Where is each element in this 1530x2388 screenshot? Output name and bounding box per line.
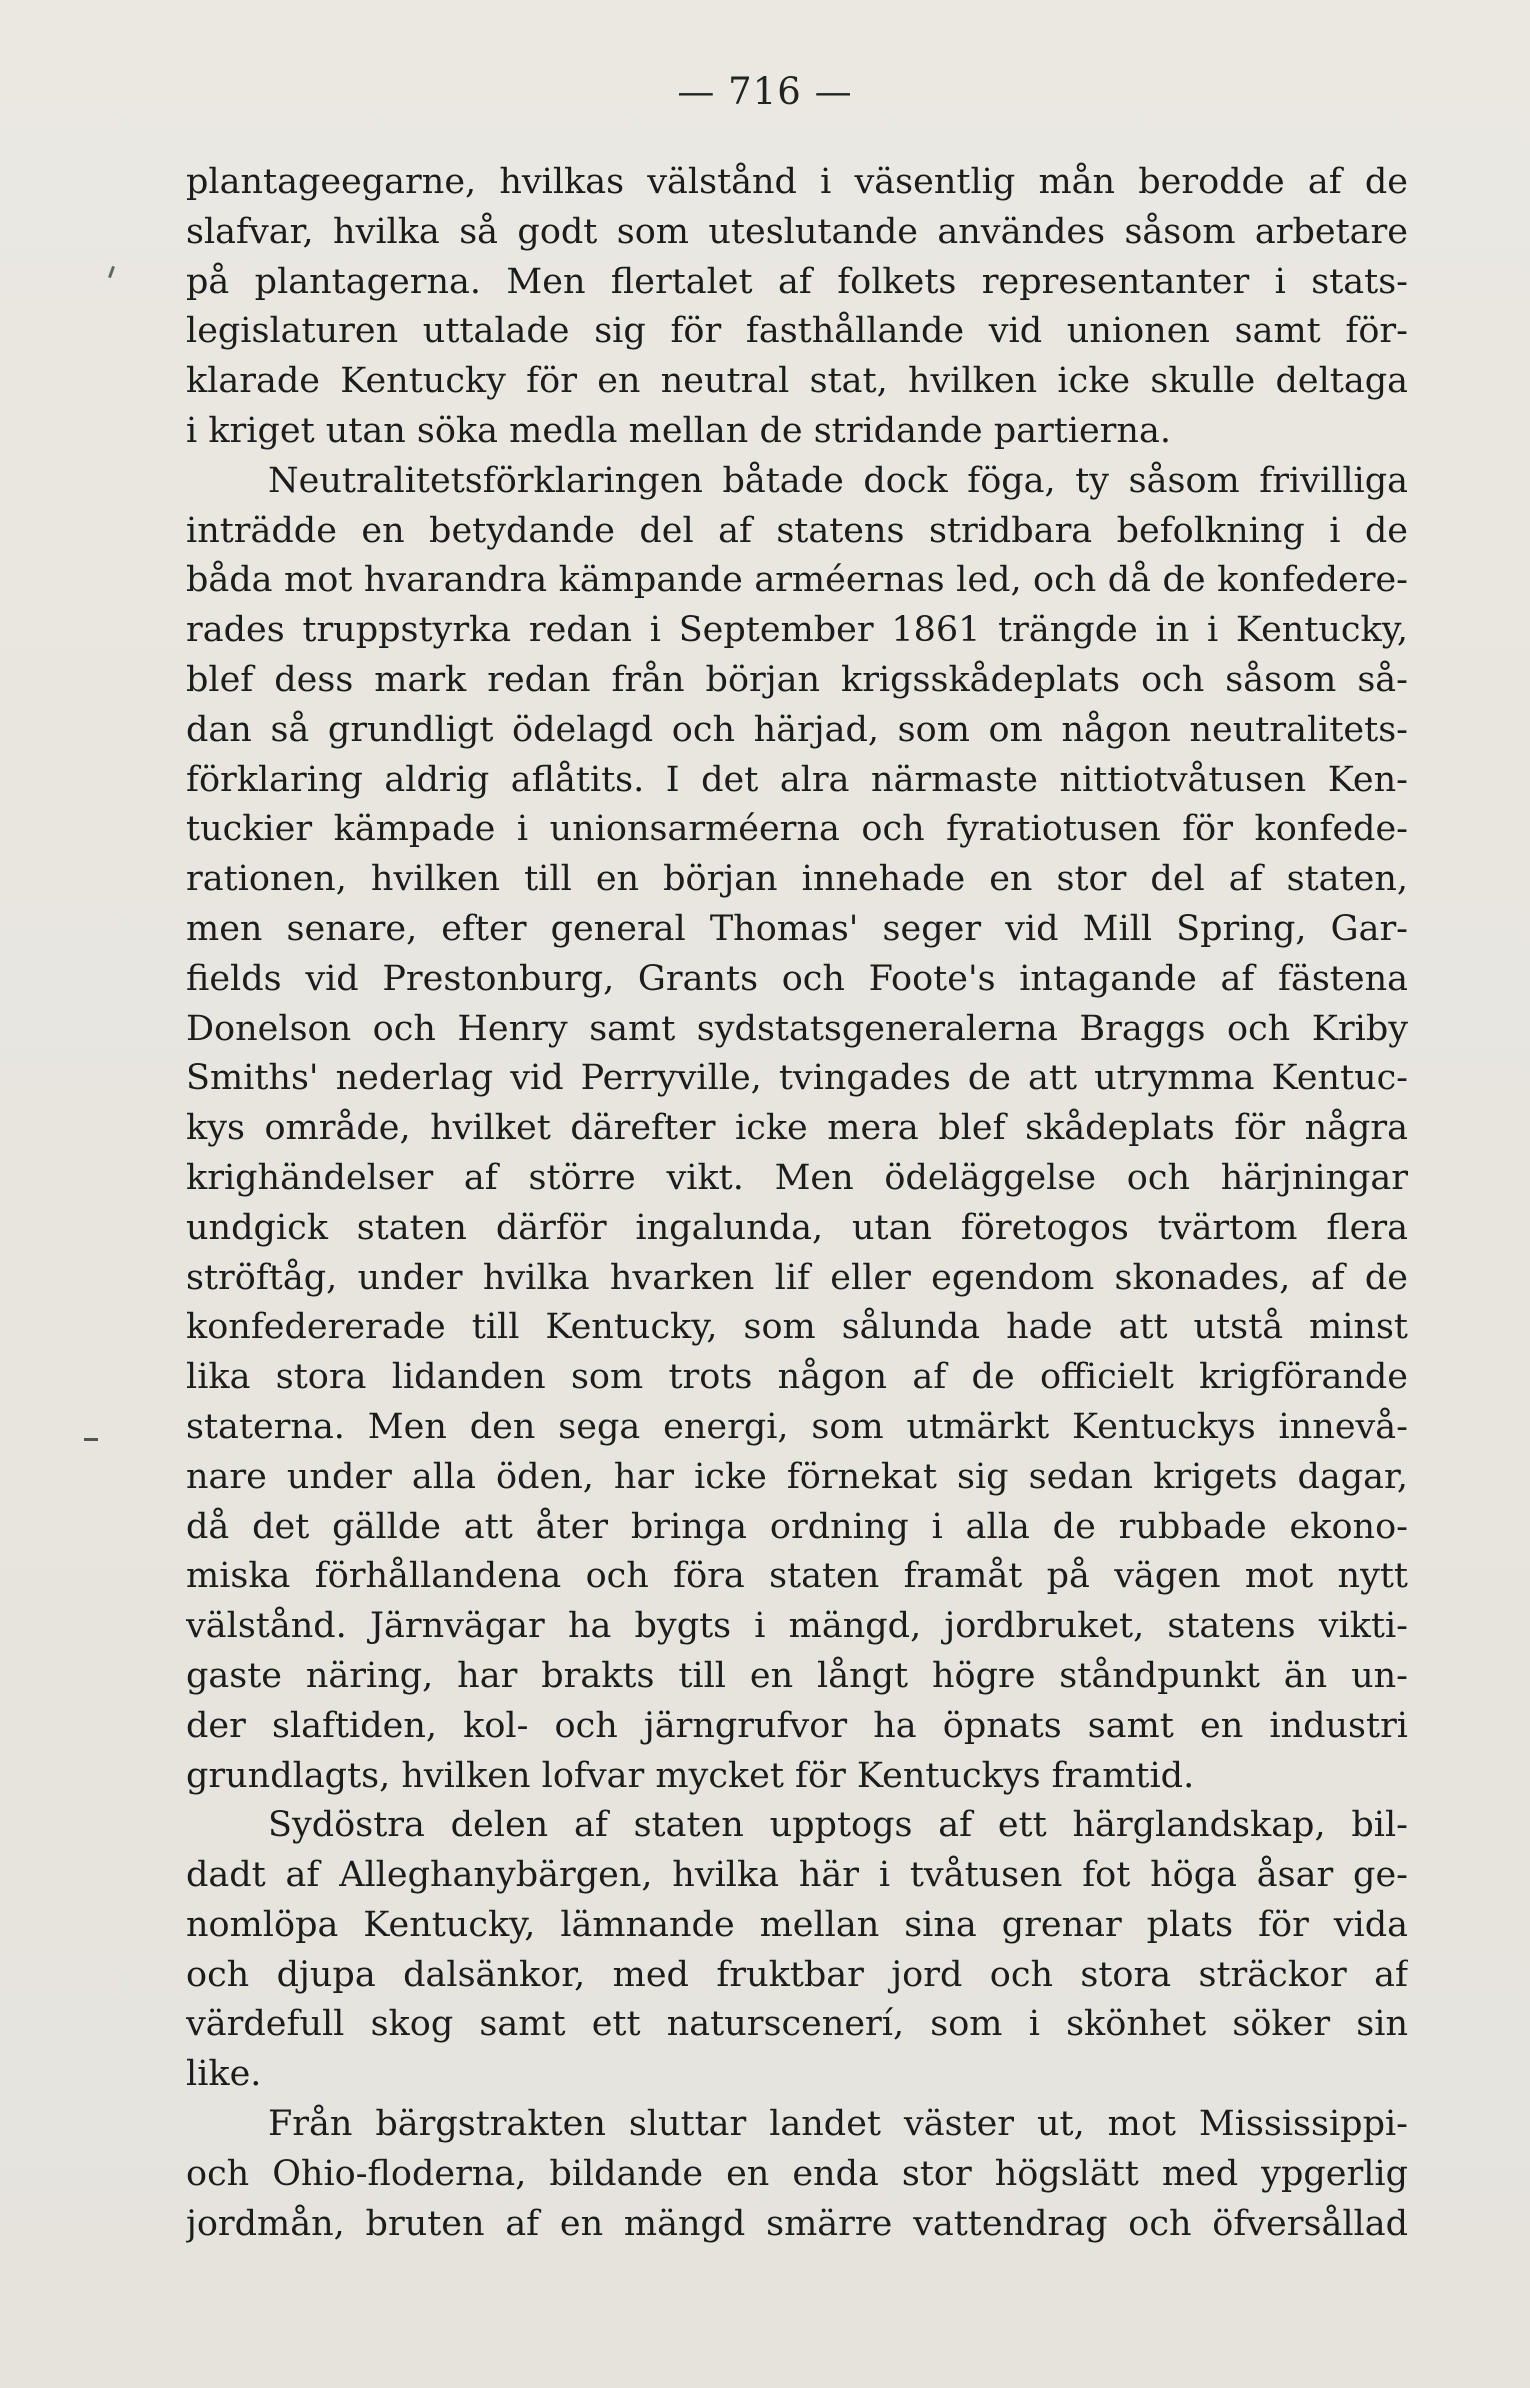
page-number: — 716 — [677,70,853,113]
text-line: och Ohio-floderna, bildande en enda stor högslätt med ypgerlig [186,2153,1408,2194]
text-line: konfedererade till Kentucky, som sålunda hade att utstå minst [186,1307,1408,1348]
text-line: Från bärgstrakten sluttar landet väster ut, mot Mississippi- [268,2104,1408,2145]
text-line: dadt af Alleghanybärgen, hvilka här i tvåtusen fot höga åsar ge- [186,1855,1408,1896]
text-line: Donelson och Henry samt sydstatsgeneralerna Braggs och Kriby [186,1008,1408,1049]
text-line: legislaturen uttalade sig för fasthållande vid unionen samt för- [186,311,1408,352]
text-line: Sydöstra delen af staten upptogs af ett härglandskap, bil- [268,1805,1408,1846]
text-line: miska förhållandena och föra staten framåt på vägen mot nytt [186,1556,1408,1597]
text-line: rades truppstyrka redan i September 1861 trängde in i Kentucky, [186,610,1408,651]
text-line: staterna. Men den sega energi, som utmärkt Kentuckys innevå- [186,1406,1408,1447]
text-line: Neutralitetsförklaringen båtade dock föga, ty såsom frivilliga [268,460,1408,501]
text-line: inträdde en betydande del af statens stridbara befolkning i de [186,510,1408,551]
text-line: plantageegarne, hvilkas välstånd i väsentlig mån berodde af de [186,162,1408,202]
text-line: lika stora lidanden som trots någon af de officielt krigförande [186,1357,1408,1398]
text-line: jordmån, bruten af en mängd smärre vattendrag och öfversållad [186,2203,1408,2244]
text-line: blef dess mark redan från början krigsskådeplats och såsom så- [186,659,1408,700]
body-text [186,158,1408,2249]
text-line: och djupa dalsänkor, med fruktbar jord och stora sträckor af [186,1954,1408,1995]
text-line: rationen, hvilken till en början innehade en stor del af staten, [186,859,1408,900]
text-line: undgick staten därför ingalunda, utan företogos tvärtom flera [186,1207,1408,1248]
text-line: Smiths' nederlag vid Perryville, tvingades de att utrymma Kentuc- [186,1058,1408,1099]
text-line: klarade Kentucky för en neutral stat, hvilken icke skulle deltaga [186,361,1408,402]
text-line: dan så grundligt ödelagd och härjad, som om någon neutralitets- [186,709,1408,750]
text-line: men senare, efter general Thomas' seger vid Mill Spring, Gar- [186,908,1408,949]
text-line: gaste näring, har brakts till en långt högre ståndpunkt än un- [186,1655,1408,1696]
text-line: nomlöpa Kentucky, lämnande mellan sina grenar plats för vida [186,1904,1408,1945]
text-line: då det gällde att åter bringa ordning i alla de rubbade ekono- [186,1506,1408,1547]
text-line: i kriget utan söka medla mellan de stridande partierna. [186,410,1171,451]
text-line: förklaring aldrig aflåtits. I det alra närmaste nittiotvåtusen Ken- [186,759,1408,800]
text-line: tuckier kämpade i unionsarméerna och fyratiotusen för konfede- [186,809,1408,850]
text-line: värdefull skog samt ett naturscenerí, som i skönhet söker sin [186,2004,1408,2045]
text-line: der slaftiden, kol- och järngrufvor ha öpnats samt en industri [186,1705,1408,1746]
text-line: båda mot hvarandra kämpande arméernas led, och då de konfedere- [186,560,1408,601]
text-line: ströftåg, under hvilka hvarken lif eller egendom skonades, af de [186,1257,1408,1298]
text-line: på plantagerna. Men flertalet af folkets representanter i stats- [186,261,1408,302]
text-line: like. [186,2054,262,2095]
text-line: slafvar, hvilka så godt som uteslutande användes såsom arbetare [186,211,1408,252]
text-line: fields vid Prestonburg, Grants och Foote's intagande af fästena [186,958,1408,999]
text-line: kys område, hvilket därefter icke mera blef skådeplats för några [186,1108,1408,1149]
text-line: nare under alla öden, har icke förnekat sig sedan krigets dagar, [186,1456,1408,1497]
text-line: krighändelser af större vikt. Men ödeläggelse och härjningar [186,1157,1408,1198]
margin-dash-mark [84,1438,98,1441]
text-line: grundlagts, hvilken lofvar mycket för Kentuckys framtid. [186,1755,1195,1796]
margin-tick-mark [108,266,115,278]
text-line: välstånd. Järnvägar ha bygts i mängd, jordbruket, statens vikti- [186,1606,1408,1647]
